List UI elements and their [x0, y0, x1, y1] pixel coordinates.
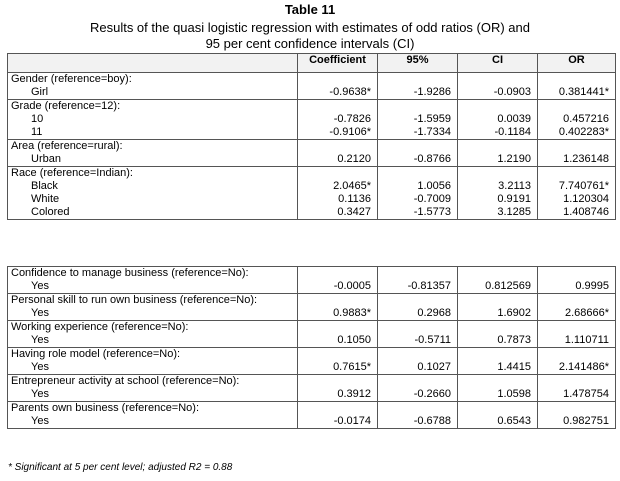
or-cell: [538, 294, 616, 321]
hi-cell: [458, 167, 538, 220]
lo-value: -1.7334: [413, 126, 451, 138]
lo-value: -0.5711: [414, 334, 451, 346]
hi-value: 0.9191: [497, 193, 531, 205]
row-label-cell: [8, 167, 298, 220]
or-value: 0.982751: [563, 415, 609, 427]
coef-cell: [298, 267, 378, 294]
coef-value: 0.3912: [337, 388, 371, 400]
or-cell: [538, 73, 616, 100]
coef-value: 0.1050: [337, 334, 371, 346]
or-value: 0.457216: [563, 113, 609, 125]
row-label-cell: [8, 140, 298, 167]
coef-cell: [298, 402, 378, 429]
row-label-cell: [8, 375, 298, 402]
table-row: [8, 375, 616, 402]
category-label: Colored: [31, 206, 70, 218]
column-header-variable: [8, 54, 298, 73]
or-value: 2.141486*: [558, 361, 609, 373]
coef-value: -0.0174: [333, 415, 371, 427]
group-header: Having role model (reference=No):: [11, 348, 181, 360]
hi-value: 1.4415: [497, 361, 531, 373]
or-cell: [538, 402, 616, 429]
coef-value: -0.7826: [333, 113, 371, 125]
coef-cell: [298, 100, 378, 140]
column-header-coefficient: Coefficient: [298, 54, 378, 73]
or-value: 1.478754: [563, 388, 609, 400]
table-row: [8, 140, 616, 167]
category-label: Yes: [31, 388, 49, 400]
or-cell: [538, 321, 616, 348]
hi-value: 3.1285: [497, 206, 531, 218]
lo-value: -1.5773: [413, 206, 451, 218]
category-label: Yes: [31, 415, 49, 427]
table-body-part1: [8, 73, 616, 220]
category-label: White: [31, 193, 60, 205]
hi-value: 1.2190: [497, 153, 531, 165]
or-cell: [538, 375, 616, 402]
column-header-95: 95%: [378, 54, 458, 73]
row-label-cell: [8, 402, 298, 429]
lo-cell: [378, 321, 458, 348]
lo-cell: [378, 100, 458, 140]
lo-cell: [378, 375, 458, 402]
or-cell: [538, 140, 616, 167]
coef-cell: [298, 73, 378, 100]
hi-cell: [458, 100, 538, 140]
category-label: Girl: [31, 86, 49, 98]
hi-cell: [458, 402, 538, 429]
table-row: [8, 73, 616, 100]
table-title: Table 11: [284, 2, 336, 17]
category-label: Yes: [31, 334, 49, 346]
or-value: 1.110711: [564, 334, 609, 346]
lo-cell: [378, 140, 458, 167]
lo-cell: [378, 402, 458, 429]
group-header: Race (reference=Indian):: [11, 167, 133, 179]
lo-cell: [378, 167, 458, 220]
hi-value: -0.1184: [494, 126, 531, 138]
row-label-cell: [8, 100, 298, 140]
or-cell: [538, 167, 616, 220]
table-row: [8, 167, 616, 220]
regression-table-part2: [7, 266, 616, 429]
hi-value: 0.7873: [497, 334, 531, 346]
table-footnote: * Significant at 5 per cent level; adjusted R2 = 0.88: [8, 462, 233, 473]
table-row: [8, 267, 616, 294]
category-label: 10: [31, 113, 44, 125]
hi-value: 0.0039: [497, 113, 531, 125]
row-label-cell: [8, 73, 298, 100]
group-header: Personal skill to run own business (reference=No):: [11, 294, 258, 306]
group-header: Area (reference=rural):: [11, 140, 123, 152]
column-header-ci: CI: [458, 54, 538, 73]
coef-cell: [298, 294, 378, 321]
lo-value: 0.1027: [417, 361, 451, 373]
group-header: Confidence to manage business (reference=No):: [11, 267, 249, 279]
lo-value: -1.5959: [413, 113, 451, 125]
lo-value: -0.8766: [413, 153, 451, 165]
hi-cell: [458, 294, 538, 321]
row-label-cell: [8, 348, 298, 375]
coef-value: 0.3427: [337, 206, 371, 218]
coef-value: 0.1136: [338, 193, 371, 205]
coef-cell: [298, 321, 378, 348]
hi-cell: [458, 321, 538, 348]
coef-value: -0.0005: [333, 280, 371, 292]
table-row: [8, 321, 616, 348]
category-label: Yes: [31, 307, 49, 319]
lo-value: -0.7009: [413, 193, 451, 205]
or-value: 2.68666*: [564, 307, 609, 319]
row-label-cell: [8, 321, 298, 348]
group-header: Grade (reference=12):: [11, 100, 121, 112]
lo-value: 1.0056: [417, 180, 451, 192]
or-value: 1.408746: [563, 206, 609, 218]
hi-value: 1.6902: [497, 307, 531, 319]
regression-table-part1: [7, 53, 616, 220]
table-subtitle-line2: 95 per cent confidence intervals (CI): [205, 36, 415, 51]
hi-value: 3.2113: [498, 180, 531, 192]
or-cell: [538, 100, 616, 140]
coef-cell: [298, 375, 378, 402]
table-body-part2: [8, 267, 616, 429]
coef-cell: [298, 140, 378, 167]
lo-value: -0.2660: [413, 388, 451, 400]
coef-value: -0.9106*: [329, 126, 371, 138]
group-header: Entrepreneur activity at school (reference=No):: [11, 375, 240, 387]
hi-cell: [458, 267, 538, 294]
hi-cell: [458, 348, 538, 375]
lo-cell: [378, 267, 458, 294]
or-cell: [538, 267, 616, 294]
lo-cell: [378, 294, 458, 321]
table-subtitle-line1: Results of the quasi logistic regression with estimates of odd ratios (OR) and: [89, 20, 531, 35]
hi-value: 0.812569: [485, 280, 531, 292]
lo-value: 0.2968: [417, 307, 451, 319]
group-header: Working experience (reference=No):: [11, 321, 189, 333]
or-value: 0.402283*: [558, 126, 609, 138]
or-cell: [538, 348, 616, 375]
lo-value: -0.81357: [407, 280, 451, 292]
group-header: Parents own business (reference=No):: [11, 402, 200, 414]
or-value: 0.381441*: [558, 86, 609, 98]
or-value: 7.740761*: [558, 180, 609, 192]
table-row: [8, 402, 616, 429]
category-label: Yes: [31, 361, 49, 373]
column-header-or: OR: [538, 54, 616, 73]
row-label-cell: [8, 267, 298, 294]
hi-cell: [458, 375, 538, 402]
hi-value: -0.0903: [493, 86, 531, 98]
lo-value: -0.6788: [413, 415, 451, 427]
lo-value: -1.9286: [413, 86, 451, 98]
coef-value: 2.0465*: [333, 180, 371, 192]
or-value: 1.236148: [563, 153, 609, 165]
category-label: 11: [31, 126, 43, 138]
coef-value: -0.9638*: [329, 86, 371, 98]
coef-value: 0.2120: [337, 153, 371, 165]
coef-cell: [298, 348, 378, 375]
table-row: [8, 348, 616, 375]
table-row: [8, 294, 616, 321]
category-label: Black: [31, 180, 58, 192]
table-row: [8, 100, 616, 140]
hi-value: 0.6543: [497, 415, 531, 427]
or-value: 0.9995: [575, 280, 609, 292]
or-value: 1.120304: [563, 193, 609, 205]
coef-cell: [298, 167, 378, 220]
coef-value: 0.7615*: [333, 361, 371, 373]
category-label: Yes: [31, 280, 49, 292]
hi-cell: [458, 73, 538, 100]
lo-cell: [378, 348, 458, 375]
lo-cell: [378, 73, 458, 100]
group-header: Gender (reference=boy):: [11, 73, 132, 85]
coef-value: 0.9883*: [333, 307, 371, 319]
hi-value: 1.0598: [497, 388, 531, 400]
row-label-cell: [8, 294, 298, 321]
category-label: Urban: [31, 153, 61, 165]
hi-cell: [458, 140, 538, 167]
